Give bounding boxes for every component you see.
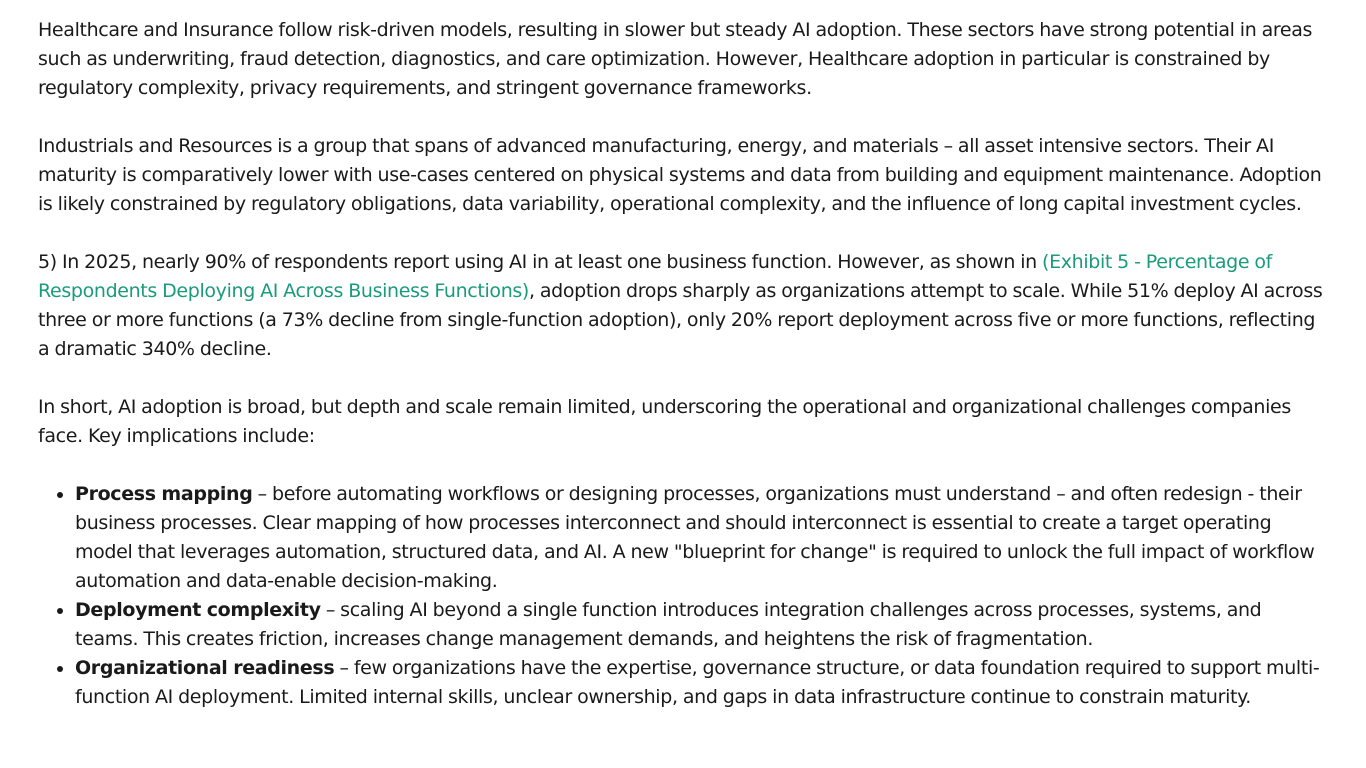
list-item-term: Process mapping [75,483,253,505]
exhibit-5-link[interactable]: (Exhibit 5 - Percentage of Respondents Deploying AI Across Business Functions) [38,251,1272,302]
implications-list [38,480,1323,712]
paragraph-in-short: In short, AI adoption is broad, but depth and scale remain limited, underscoring the operational and organizational challenges companies face. Key implications include: [38,396,1291,447]
article-body [38,16,1323,712]
list-item-term: Deployment complexity [75,599,321,621]
list-item-text: – scaling AI beyond a single function introduces integration challenges across processes, systems, and teams. This creates friction, increases change management demands, and heightens the risk of fragmentation. [75,599,1262,650]
list-item [75,480,1323,596]
paragraph-text-before-link: 5) In 2025, nearly 90% of respondents report using AI in at least one business function. However, as shown in [38,251,1043,273]
list-item-text: – few organizations have the expertise, governance structure, or data foundation required to support multi-function AI deployment. Limited internal skills, unclear ownership, and gaps in data infrastructure continue to constrain maturity. [75,657,1320,708]
list-item [75,654,1323,712]
paragraph-healthcare-insurance: Healthcare and Insurance follow risk-driven models, resulting in slower but steady AI adoption. These sectors have strong potential in areas such as underwriting, fraud detection, diagnostics, and care optimization. However, Healthcare adoption in particular is constrained by regulatory complexity, privacy requirements, and stringent governance frameworks. [38,19,1313,99]
list-item-term: Organizational readiness [75,657,335,679]
paragraph-adoption-2025 [38,248,1323,364]
paragraph-industrials-resources: Industrials and Resources is a group that spans of advanced manufacturing, energy, and materials – all asset intensive sectors. Their AI maturity is comparatively lower with use-cases centered on physical systems and data from building and equipment maintenance. Adoption is likely constrained by regulatory obligations, data variability, operational complexity, and the influence of long capital investment cycles. [38,135,1322,215]
list-item-text: – before automating workflows or designing processes, organizations must understand – and often redesign - their business processes. Clear mapping of how processes interconnect and should interconnect is essential to create a target operating model that leverages automation, structured data, and AI. A new "blueprint for change" is required to unlock the full impact of workflow automation and data-enable decision-making. [75,483,1315,592]
paragraph-text-after-link: , adoption drops sharply as organizations attempt to scale. While 51% deploy AI across three or more functions (a 73% decline from single-function adoption), only 20% report deployment across five or more functions, reflecting a dramatic 340% decline. [38,280,1323,360]
list-item [75,596,1323,654]
